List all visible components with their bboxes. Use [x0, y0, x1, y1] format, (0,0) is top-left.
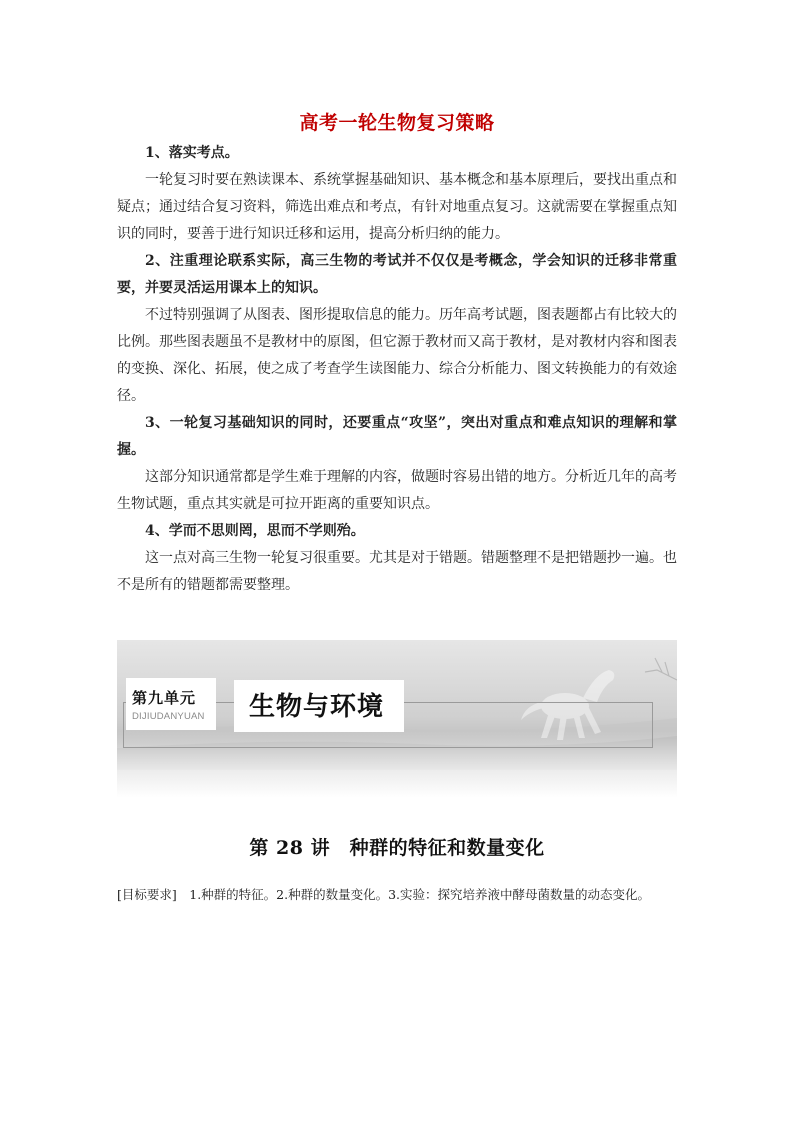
section-1-body: 一轮复习时要在熟读课本、系统掌握基础知识、基本概念和基本原理后，要找出重点和疑点；通过结合复习资料，筛选出难点和考点，有针对地重点复习。这就需要在掌握重点知识的同时，要善于进行知识迁移和运用，提高分析归纳的能力。	[117, 172, 677, 242]
banner-shadow	[117, 770, 677, 798]
lecture-title: 第 28 讲 种群的特征和数量变化	[249, 837, 545, 859]
unit-banner	[117, 640, 677, 770]
section-2-heading: 2、注重理论联系实际，高三生物的考试并不仅仅是考概念，学会知识的迁移非常重要，并要灵活运用课本上的知识。	[117, 253, 677, 296]
tree-branch	[645, 658, 677, 680]
strategy-content	[117, 140, 677, 599]
section-2-body: 不过特别强调了从图表、图形提取信息的能力。历年高考试题，图表题都占有比较大的比例。那些图表题虽不是教材中的原图，但它源于教材而又高于教材，是对教材内容和图表的变换、深化、拓展，使之成了考查学生读图能力、综合分析能力、图文转换能力的有效途径。	[117, 307, 677, 404]
section-1-heading: 1、落实考点。	[145, 145, 239, 161]
section-4-body: 这一点对高三生物一轮复习很重要。尤其是对于错题。错题整理不是把错题抄一遍。也不是所有的错题都需要整理。	[117, 550, 677, 593]
section-3-heading: 3、一轮复习基础知识的同时，还要重点“攻坚”，突出对重点和难点知识的理解和掌握。	[117, 415, 677, 458]
unit-pinyin: DIJIUDANYUAN	[132, 711, 205, 722]
unit-label: 第九单元	[132, 689, 197, 707]
unit-title: 生物与环境	[249, 692, 385, 722]
section-3-body: 这部分知识通常都是学生难于理解的内容，做题时容易出错的地方。分析近几年的高考生物试题，重点其实就是可拉开距离的重要知识点。	[117, 469, 677, 512]
objectives-text: [目标要求] 1.种群的特征。2.种群的数量变化。3.实验：探究培养液中酵母菌数量的动态变化。	[117, 887, 651, 902]
section-4-heading: 4、学而不思则罔，思而不学则殆。	[145, 523, 365, 539]
page-title: 高考一轮生物复习策略	[299, 112, 495, 134]
